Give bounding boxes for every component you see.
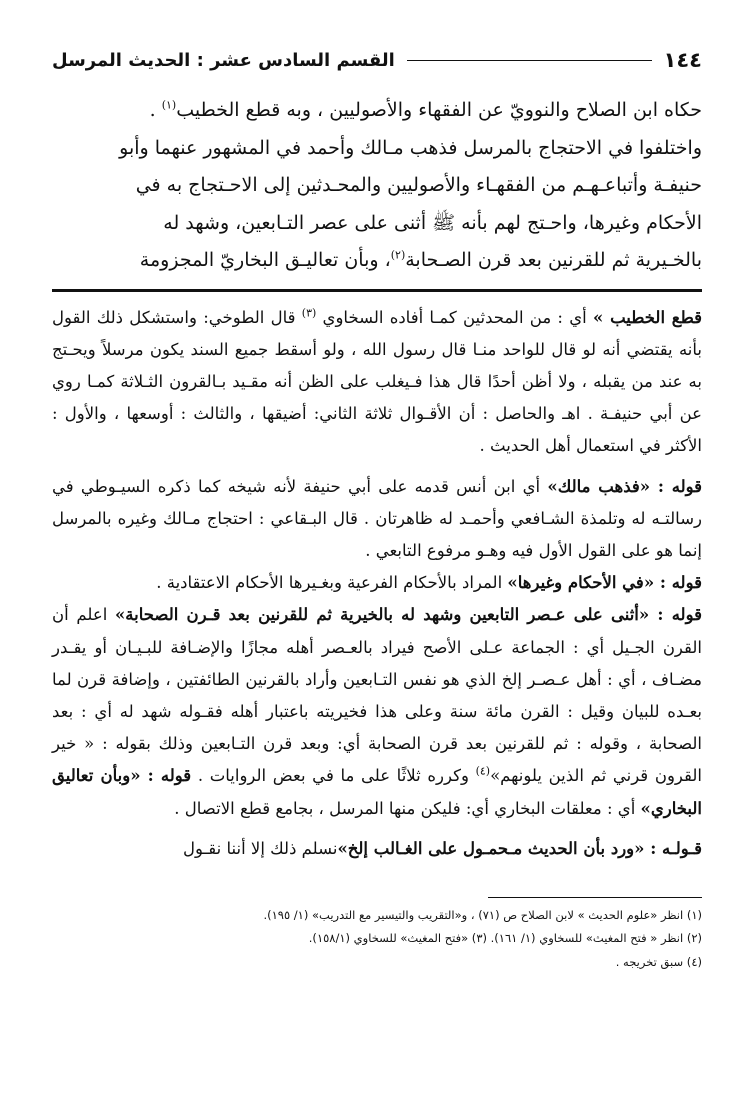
commentary-paragraph	[52, 833, 702, 865]
book-page	[52, 42, 702, 974]
commentary-paragraph	[52, 599, 702, 824]
commentary	[52, 302, 702, 865]
main-line	[52, 242, 702, 280]
main-line: حنيفـة وأتباعـهـم من الفقهـاء والأصوليين والمحـدثين إلى الاحـتجاج به في	[135, 174, 702, 196]
commentary-text: أي : معلقات البخاري أي: فليكن منها المرسل ، بجامع قطع الاتصال .	[174, 798, 641, 818]
commentary-heading: قـولـه : «ورد بأن الحديث مـحمـول على الغـالب إلخ»	[337, 838, 702, 858]
main-line-text: ، وبأن تعاليـق البخاريّ المجزومة	[139, 249, 391, 271]
main-line	[52, 92, 702, 130]
commentary-text: أي : من المحدثين كمـا أفاده السخاوي	[316, 307, 593, 327]
main-line-text: حكاه ابن الصلاح والنوويّ عن الفقهاء والأصوليين ، وبه قطع الخطيب	[176, 99, 702, 121]
commentary-paragraph	[52, 567, 702, 599]
commentary-text: قال الطوخي: واستشكل ذلك القول بأنه يقتضي أنه لو قال للواحد منـا قال رسول الله ، ولو أسقط جميع السند يكون مرسلاً ويحـتج به عند من يقبله ، ولا أظن أحدًا قال هذا فـيغلب على الظن أنه مقـيد بـالقرون الثـلاثة كمـا روي عن أبي حنيفـة . اهـ والحاصل : أن الأقـوال ثلاثة الثاني: أضيقها ، والثالث : أوسعها ، والأول : الأكثر في استعمال أهل الحديث .	[52, 307, 702, 456]
main-line-text: بالخـيرية ثم للقرنين بعد قرن الصـحابة	[405, 249, 702, 271]
footnote: (١) انظر «علوم الحديث » لابن الصلاح ص (٧١) ، و«التقريب والتيسير مع التدريب» (١/ ١٩٥).	[263, 907, 702, 922]
commentary-heading: قوله : «أثنى على عـصر التابعين وشهد له بالخيرية ثم للقرنين بعد قـرن الصحابة»	[114, 605, 702, 625]
footnote-ref: (٤)	[475, 764, 491, 778]
footnote: (٤) سبق تخريجه .	[615, 954, 702, 969]
footnotes	[52, 904, 702, 975]
commentary-heading: قوله : «في الأحكام وغيرها»	[507, 573, 702, 593]
footnote-ref: (٣)	[301, 306, 317, 319]
footnote-rule	[488, 897, 702, 898]
commentary-text: وكرره ثلاثًا على ما في بعض الروايات .	[197, 766, 476, 786]
commentary-paragraph	[52, 302, 702, 463]
main-text	[52, 92, 702, 280]
main-line: الأحكام وغيرها، واحـتج لهم بأنه ﷺ أثنى على عصر التـابعين، وشهد له	[163, 211, 702, 234]
commentary-text: نسلم ذلك إلا أننا نقـول	[182, 838, 338, 858]
commentary-text: اعلم أن القرن الجـيل أي : الجماعة عـلى الأصح فيراد بالعـصر أهله مجازًا والإضـافة للبـيـان أو يقـدر مضـاف ، أي : أهل عـصـر إلخ الذي هو نفس التـابعين وأراد بالقرنين الطائفتين ، وإضافة قرن لما بعـده للبيان وقيل : القرن مائة سنة وعلى هذا فخيريته باعتبار أهله فقـوله شهد له أي : بعد الصحابة ، وقوله : ثم للقرنين بعد قرن الصحابة أي: وبعد قرن التـابعين وذلك بقوله : « خير القرون قرني ثم الذين يلونهم»	[52, 605, 702, 786]
commentary-heading: قطع الخطيب »	[593, 307, 702, 327]
footnote: (٢) انظر « فتح المغيث» للسخاوي (١/ ١٦١). (٣) «فتح المغيث» للسخاوي (١٥٨/١).	[308, 931, 702, 946]
main-line: واختلفوا في الاحتجاج بالمرسل فذهب مـالك وأحمد في المشهور عنهما وأبو	[119, 136, 702, 159]
footnote-ref: (١)	[161, 98, 177, 112]
commentary-heading: قوله : «فذهب مالك»	[547, 476, 703, 496]
text-commentary-divider	[52, 289, 702, 292]
page-header	[52, 42, 702, 78]
header-rule	[407, 60, 652, 61]
commentary-text: أي ابن أنس قدمه على أبي حنيفة لأنه شيخه كما ذكره السيـوطي في رسالتـه له وتلمذة الشـافعي وأحمـد له ظاهرتان . قال البـقاعي : احتجاج مـالك وغيره بالمرسل إنما هو على القول الأول فيه وهـو مرفوع التابعي .	[52, 476, 702, 560]
commentary-text: المراد بالأحكام الفرعية وبغـيرها الأحكام الاعتقادية .	[156, 573, 508, 593]
main-line-text: .	[149, 99, 162, 121]
footnote-ref: (٢)	[390, 248, 406, 262]
running-title: القسم السادس عشر : الحديث المرسل	[52, 49, 395, 71]
commentary-heading: قوله : «وبأن تعاليق البخاري»	[52, 766, 702, 818]
commentary-paragraph	[52, 471, 702, 568]
page-number: ١٤٤	[663, 48, 702, 72]
